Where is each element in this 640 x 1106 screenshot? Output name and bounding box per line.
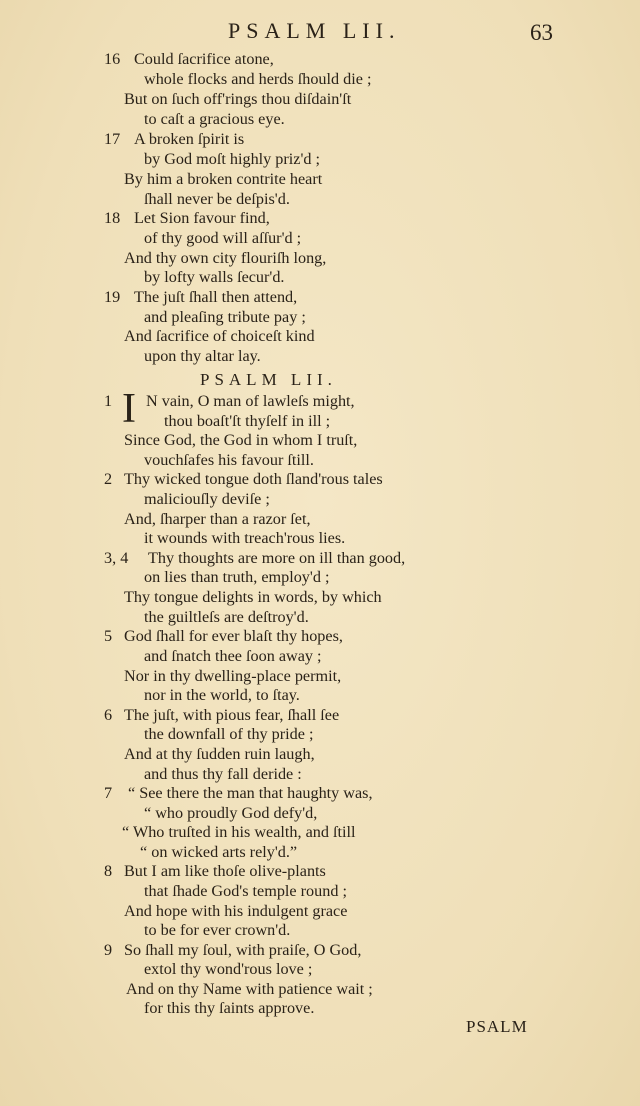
verse-number: 9 <box>104 941 113 959</box>
verse-number: 18 <box>104 209 121 227</box>
verse-line: “ who proudly God defy'd, <box>144 804 318 822</box>
verse-number: 7 <box>104 784 113 802</box>
verse-line: maliciouſly deviſe ; <box>144 490 270 508</box>
verse-line: the downfall of thy pride ; <box>144 725 314 743</box>
verse-number: 17 <box>104 130 121 148</box>
verse-line: by God moſt highly priz'd ; <box>144 150 321 168</box>
verse-line: to caſt a gracious eye. <box>144 110 285 128</box>
verse-line: The juſt ſhall then attend, <box>134 288 298 306</box>
verse-line: “ See there the man that haughty was, <box>128 784 373 802</box>
drop-cap: I <box>122 386 136 432</box>
verse-number: 3, 4 <box>104 549 129 567</box>
verse-number: 16 <box>104 50 121 68</box>
psalm-heading: PSALM LII. <box>200 370 337 389</box>
verse-line: “ Who truſted in his wealth, and ſtill <box>122 823 356 841</box>
verse-line: Thy wicked tongue doth ſland'rous tales <box>124 470 383 488</box>
verse-line: to be for ever crown'd. <box>144 921 291 939</box>
verse-line: and pleaſing tribute pay ; <box>144 308 306 326</box>
verse-line: And at thy ſudden ruin laugh, <box>124 745 315 763</box>
catchword: PSALM <box>466 1017 528 1036</box>
verse-number: 8 <box>104 862 113 880</box>
verse-line: it wounds with treach'rous lies. <box>144 529 346 547</box>
running-title: PSALM LII. <box>228 18 401 43</box>
verse-line: Thy thoughts are more on ill than good, <box>148 549 406 567</box>
verse-line: upon thy altar lay. <box>144 347 261 365</box>
verse-number: 2 <box>104 470 113 488</box>
verse-line: God ſhall for ever blaſt thy hopes, <box>124 627 343 645</box>
verse-line: And on thy Name with patience wait ; <box>126 980 373 998</box>
verse-line: And ſacrifice of choiceſt kind <box>124 327 315 345</box>
verse-line: “ on wicked arts rely'd.” <box>140 843 298 861</box>
verse-number: 6 <box>104 706 113 724</box>
verse-line: A broken ſpirit is <box>134 130 245 148</box>
verse-line: Thy tongue delights in words, by which <box>124 588 382 606</box>
verse-line: on lies than truth, employ'd ; <box>144 568 330 586</box>
verse-line: extol thy wond'rous love ; <box>144 960 313 978</box>
verse-line: Let Sion favour find, <box>134 209 270 227</box>
page-header <box>0 18 640 50</box>
verse-line: and ſnatch thee ſoon away ; <box>144 647 322 665</box>
verse-number: 1 <box>104 392 113 410</box>
verse-line: by lofty walls ſecur'd. <box>144 268 285 286</box>
verse-line: whole flocks and herds ſhould die ; <box>144 70 372 88</box>
verse-line: and thus thy fall deride : <box>144 765 302 783</box>
verse-line: thou boaſt'ſt thyſelf in ill ; <box>164 412 331 430</box>
verse-line: that ſhade God's temple round ; <box>144 882 347 900</box>
verse-line: Nor in thy dwelling-place permit, <box>124 667 342 685</box>
verse-line: But I am like thoſe olive-plants <box>124 862 326 880</box>
verse-line: By him a broken contrite heart <box>124 170 323 188</box>
verse-number: 19 <box>104 288 121 306</box>
verse-line: nor in the world, to ſtay. <box>144 686 300 704</box>
verse-line: vouchſafes his favour ſtill. <box>144 451 314 469</box>
verse-line: Could ſacrifice atone, <box>134 50 274 68</box>
verse-line: But on ſuch off'rings thou diſdain'ſt <box>124 90 352 108</box>
verse-line: the guiltleſs are deſtroy'd. <box>144 608 309 626</box>
verse-line: And thy own city flouriſh long, <box>124 249 327 267</box>
verse-line: And hope with his indulgent grace <box>124 902 348 920</box>
verse-line: ſhall never be deſpis'd. <box>144 190 290 208</box>
verse-line: N vain, O man of lawleſs might, <box>146 392 355 410</box>
verse-line: And, ſharper than a razor ſet, <box>124 510 311 528</box>
verse-line: for this thy ſaints approve. <box>144 999 315 1017</box>
verse-number: 5 <box>104 627 113 645</box>
verse-line: Since God, the God in whom I truſt, <box>124 431 358 449</box>
verse-line: So ſhall my ſoul, with praiſe, O God, <box>124 941 362 959</box>
page-number: 63 <box>530 20 553 45</box>
verse-line: of thy good will aſſur'd ; <box>144 229 302 247</box>
verse-line: The juſt, with pious fear, ſhall ſee <box>124 706 340 724</box>
